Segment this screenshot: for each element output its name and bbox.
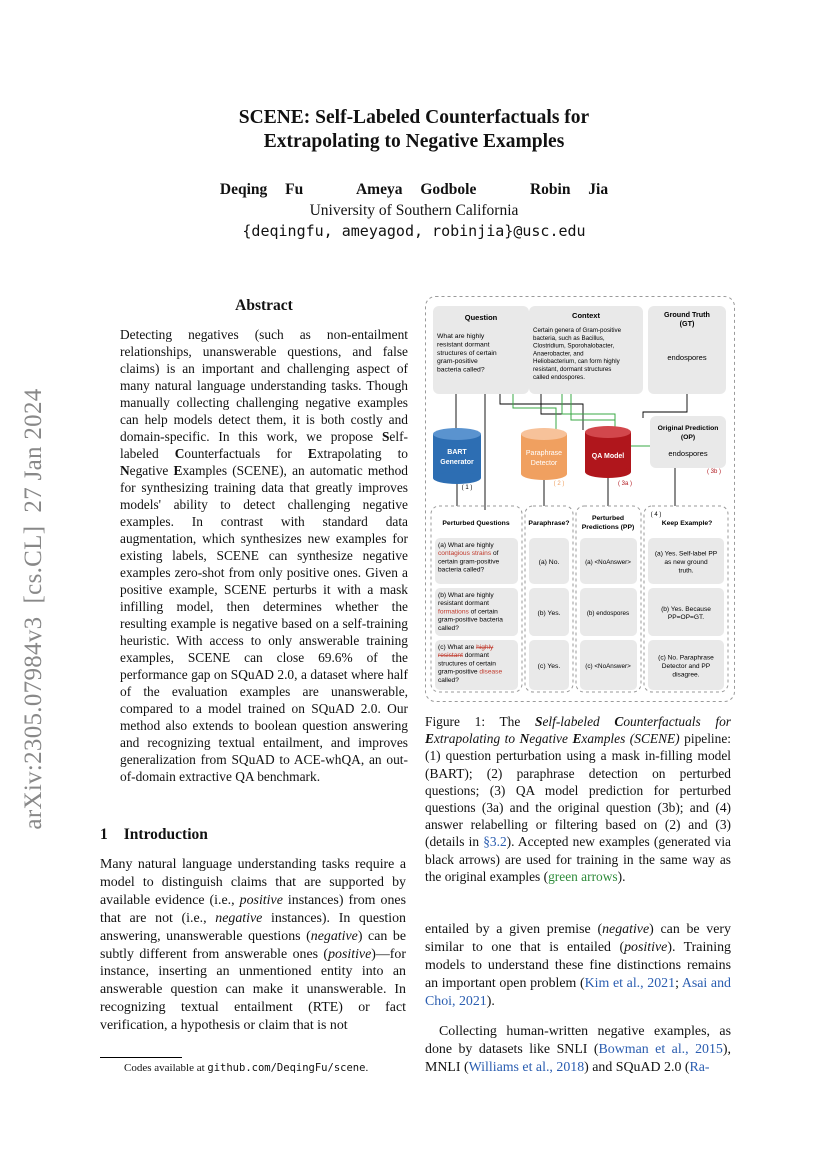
question-line: What are highly [437,333,485,340]
ground-truth-title-line: (GT) [679,319,695,328]
perturbed-question-line: certain gram-positive [438,558,500,566]
section-number: 1 [100,826,108,843]
context-line: called endospores. [533,373,585,381]
question-line: resistant dormant [437,341,490,349]
footnote-rule [100,1057,182,1058]
pipeline-diagram [425,296,735,702]
paraphrase-label-1: Paraphrase [525,450,563,457]
citation-rajpurkar[interactable]: Ra- [689,1060,710,1075]
figure-caption: Figure 1: The Self-labeled Counterfactuals for Extrapolating to Negative Examples (SCENE) pipeline: (1) question perturbation using a mask in-filling model (BART); (2) paraphrase detection on perturbed questions; (3) QA model prediction for perturbed questions (3a) and the original question (3b); and (4) answer relabelling or filtering based on (2) and (3) (details in §3.2). Accepted new examples (generated via black arrows) are used for training in the same way as the original examples (green arrows). [425,714,732,884]
footnote: Codes available at github.com/DeqingFu/scene. [124,1062,369,1074]
context-line: Certain genera of Gram-positive [533,327,622,334]
context-title: Context [572,311,600,320]
emails: {deqingfu, ameyagod, robinjia}@usc.edu [242,222,586,240]
step-2-label: ( 2 ) [553,481,565,487]
perturbed-question-line: (a) What are highly [438,542,494,549]
authors: Deqing Fu Ameya Godbole Robin Jia [219,181,609,198]
affiliation: University of Southern California [309,202,519,219]
perturbed-question-line: called? [438,624,459,632]
citation-kim[interactable]: Kim et al., 2021 [584,976,676,991]
abstract-heading: Abstract [235,297,293,314]
citation-williams[interactable]: Williams et al., 2018 [468,1060,585,1075]
original-prediction-title-line: Original Prediction [657,425,719,432]
keep-example-value: (c) No. Paraphrase [658,654,714,662]
original-prediction-value: endospores [668,449,708,458]
title-line-1: SCENE: Self-Labeled Counterfactuals for [238,107,590,128]
keep-example-value: (a) Yes. Self-label PP [654,550,718,558]
original-prediction-box [650,416,726,468]
keep-example-value: (b) Yes. Because [661,605,711,613]
title-line-2: Extrapolating to Negative Examples [263,131,565,152]
column-paraphrase: Paraphrase? [528,520,570,527]
arxiv-identifier: arXiv:2305.07984v3 [cs.CL] 27 Jan 2024 [20,388,47,830]
perturbed-question-line: gram-positive disease [438,668,503,676]
step-3b-label: ( 3b ) [706,469,721,475]
section-title: Introduction [123,826,208,843]
perturbed-question-line: (c) What are highly [438,644,494,651]
qa-model-cylinder [585,426,631,478]
bart-label-1: BART [447,449,467,456]
step-3a-label: ( 3a ) [617,481,633,487]
keep-example-value: disagree. [672,671,700,679]
keep-example-value: PP=OP=GT. [667,614,705,622]
figure-1 [425,296,735,702]
perturbed-question-line: resistant dormant [438,600,489,608]
question-line: gram-positive [437,358,478,366]
context-line: Anaerobacter, and [533,350,584,358]
perturbed-question-line: bacteria called? [438,566,485,574]
perturbed-prediction-value: (b) endospores [586,610,630,617]
section-heading-introduction [100,826,208,844]
perturbed-question-line: called? [438,676,459,684]
keep-example-value: Detector and PP [661,663,711,670]
bart-generator-cylinder [433,428,481,484]
perturbed-question-line: structures of certain [438,660,496,668]
column-pp-2: Predictions (PP) [581,524,635,531]
step-1-label: ( 1 ) [461,485,473,491]
right-column-paragraph-2: Collecting human-written negative examples, as done by datasets like SNLI (Bowman et al., 2015), MNLI (Williams et al., 2018) and SQuAD 2.0 (Ra- [425,1024,731,1075]
paraphrase-label-2: Detector [530,460,558,467]
context-line: resistant, dormant structures [533,366,612,373]
right-column-paragraph-1: entailed by a given premise (negative) can be very similar to one that is entailed (positive). Training models to understand these fine distinctions remains an important open problem (Kim et al., 2021; Asai and Choi, 2021). [425,922,731,1009]
original-prediction-title-line: (OP) [680,434,696,441]
footnote-link[interactable]: github.com/DeqingFu/scene [207,1062,366,1074]
perturbed-prediction-value: (c) <NoAnswer> [585,663,631,670]
question-line: bacteria called? [437,366,485,374]
question-line: structures of certain [437,349,497,357]
context-line: bacteria, such as Bacillus, [533,334,605,342]
perturbed-question-line: contagious strains of [438,550,499,558]
context-line: Heliobacterium, can form highly [533,358,620,366]
qa-model-label: QA Model [591,453,625,460]
paraphrase-value: (c) Yes. [537,663,561,670]
paraphrase-value: (b) Yes. [537,610,561,617]
ground-truth-value: endospores [667,353,707,362]
abstract-body: Detecting negatives (such as non-entailment relationships, unanswerable questions, and false claims) is an important and challenging aspect of many natural language understanding tasks. Though manually collecting challenging negative examples can help models detect them, it is both costly and domain-specific. In this work, we propose Self-labeled Counterfactuals for Extrapolating to Negative Examples (SCENE), an automatic method for synthesizing training data that greatly improves models' ability to detect challenging negative examples. In contrast with standard data augmentation, which synthesizes new examples for existing labels, SCENE can synthesize negative examples zero-shot from only positive ones. Given a positive example, SCENE perturbs it with a mask infilling model, then determines whether the resulting example is negative based on a self-training heuristic. With access to only answerable training examples, SCENE can close 69.6% of the performance gap on SQuAD 2.0, a dataset where half of the evaluation examples are unanswerable, compared to a model trained on SQuAD 2.0. Our method also extends to boolean question answering and recognizing textual entailment, and improves generalization from SQuAD to ACE-whQA, an out-of-domain extractive QA benchmark. [120,327,408,784]
perturbed-question-line: formations of certain [438,608,498,616]
column-pp-1: Perturbed [591,515,625,522]
keep-example-value: as new ground [664,559,708,566]
keep-example-value: truth. [678,567,694,575]
intro-paragraph: Many natural language understanding tasks require a model to distinguish claims that are supported by available evidence (i.e., positive instances) from ones that are not (i.e., negative instances). In question answering, unanswerable questions (negative) can be subtly different from answerable ones (positive)—for instance, inserting an unmentioned entity into an answerable question can make it unanswerable. In recognizing textual entailment (RTE) or fact verification, a hypothesis or claim that is not [100,857,407,1034]
citation-asai[interactable]: Asai and Choi, 2021 [425,976,731,1009]
perturbed-question-line: resistant dormant [438,652,489,660]
citation-bowman[interactable]: Bowman et al., 2015 [598,1042,723,1057]
context-line: Clostridium, Sporohalobacter, [533,342,615,350]
paper-title [0,106,828,154]
perturbed-prediction-value: (a) <NoAnswer> [585,559,631,566]
paraphrase-value: (a) No. [538,559,560,566]
column-keep-example: Keep Example? [661,520,713,527]
ground-truth-title-line: Ground Truth [664,310,710,319]
question-title: Question [464,313,498,322]
step-4-label: ( 4 ) [650,512,662,518]
perturbed-question-line: gram-positive bacteria [438,616,503,624]
bart-label-2: Generator [440,459,474,466]
column-perturbed-questions: Perturbed Questions [442,520,510,527]
perturbed-question-line: (b) What are highly [438,592,494,599]
section-ref-link[interactable]: §3.2 [483,834,507,850]
